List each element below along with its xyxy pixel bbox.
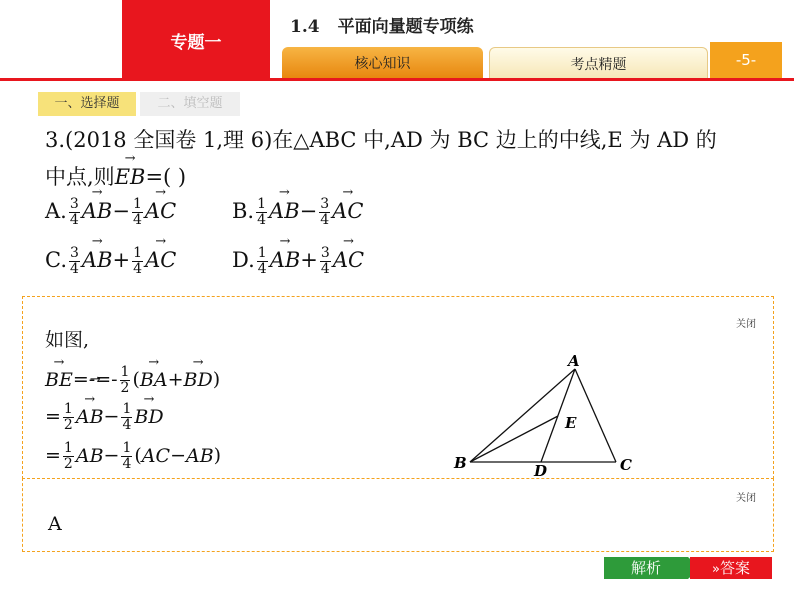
segment-ac: [575, 369, 616, 462]
fraction: [132, 246, 143, 277]
section-title-text: 平面向量题专项练: [337, 17, 474, 37]
operator: −: [299, 199, 318, 223]
fraction: [257, 246, 268, 277]
vector-ab: → AB: [76, 406, 104, 428]
operator: −: [103, 405, 120, 428]
paren: ): [212, 368, 221, 391]
answer-value: A: [48, 513, 62, 535]
fraction: [320, 246, 331, 277]
vector-bd: → BD: [134, 406, 163, 428]
option-b-label: B.: [232, 199, 255, 223]
vector-ab: → AB: [270, 248, 301, 272]
vector-eb: → EB: [115, 165, 146, 189]
vector-ac: → AC: [145, 199, 176, 223]
operator: −: [112, 199, 130, 223]
operator: +: [300, 248, 318, 272]
triangle-figure: [450, 350, 650, 478]
fraction-den: 4: [320, 261, 330, 277]
tab-exam-questions[interactable]: 考点精题: [489, 47, 708, 79]
label-d: D: [534, 462, 548, 478]
vector-bd: → BD: [183, 369, 212, 391]
label-e: E: [565, 414, 577, 432]
fraction: [132, 197, 143, 228]
fraction-den: 4: [257, 261, 267, 277]
negative: -: [111, 368, 118, 391]
question-line-1: 3.(2018 全国卷 1,理 6)在△ABC 中,AD 为 BC 边上的中线,E 为 AD 的: [45, 128, 717, 152]
equals: =: [95, 368, 112, 391]
fraction-num: 1: [122, 441, 132, 456]
fraction-num: 3: [70, 245, 79, 261]
option-c[interactable]: [45, 246, 176, 277]
fraction: [120, 365, 131, 396]
fraction-num: 1: [132, 196, 142, 212]
section-number: 1.4: [290, 17, 320, 37]
vector-ab: → AB: [76, 445, 104, 467]
operator: +: [167, 368, 184, 391]
fraction-num: 3: [320, 245, 330, 261]
fraction-num: 1: [257, 245, 267, 261]
subtab-choice[interactable]: 一、选择题: [38, 92, 136, 116]
solution-close-button[interactable]: 关闭: [736, 319, 756, 330]
tab-core-knowledge[interactable]: 核心知识: [282, 47, 483, 78]
fraction-den: 4: [122, 456, 132, 472]
vector-ac: → AC: [333, 248, 364, 272]
fraction: [319, 197, 330, 228]
vector-ab: → AB: [82, 199, 113, 223]
fraction-den: 4: [320, 212, 330, 228]
equals: =: [72, 368, 89, 391]
fraction: [69, 197, 80, 228]
operator: −: [170, 444, 186, 467]
label-a: A: [568, 352, 580, 370]
vector-ba: → BA: [140, 369, 168, 391]
option-a-label: A.: [45, 199, 67, 223]
vector-ac: → AC: [142, 445, 170, 467]
fraction-den: 4: [70, 261, 79, 277]
answer-button[interactable]: [690, 557, 772, 579]
equals: =: [45, 405, 61, 428]
label-c: C: [620, 456, 632, 474]
operator: −: [103, 444, 120, 467]
fraction-den: 4: [69, 212, 79, 228]
paren: (: [134, 444, 142, 467]
vector-ab: → AB: [82, 248, 113, 272]
question-suffix: =( ): [145, 165, 187, 189]
equals: =: [45, 444, 61, 467]
fraction-num: 1: [63, 441, 73, 456]
solution-line-1: [45, 365, 220, 396]
answer-close-button[interactable]: 关闭: [736, 493, 756, 504]
subtab-fill[interactable]: 二、填空题: [140, 92, 240, 116]
fraction-num: 1: [63, 401, 73, 417]
paren: ): [213, 444, 222, 467]
question-prefix: 中点,则: [45, 165, 115, 189]
analysis-button-label: 解析: [630, 559, 661, 577]
vector-ab: → AB: [269, 199, 300, 223]
topic-header-block: [122, 0, 270, 78]
solution-intro: 如图,: [45, 329, 90, 351]
fraction-num: 3: [69, 196, 79, 212]
fraction: [63, 441, 74, 472]
answer-panel: [22, 478, 774, 552]
solution-line-2: [45, 402, 164, 433]
fraction: [63, 402, 74, 433]
vector-ac: → AC: [145, 248, 176, 272]
analysis-button[interactable]: [604, 557, 688, 579]
vector-ac: → AC: [332, 199, 363, 223]
option-b[interactable]: [232, 197, 363, 228]
section-title: [290, 12, 474, 37]
label-b: B: [454, 454, 467, 472]
fraction: [69, 246, 80, 277]
fraction-den: 2: [120, 380, 130, 396]
fraction-num: 1: [120, 364, 130, 380]
answer-button-label: 答案: [719, 559, 750, 577]
operator: +: [112, 248, 131, 272]
option-d-label: D.: [232, 248, 255, 272]
double-chevron-icon: »: [712, 562, 720, 577]
fraction-den: 2: [63, 456, 73, 472]
paren: (: [132, 368, 140, 391]
fraction-den: 4: [133, 261, 143, 277]
fraction-den: 2: [63, 417, 73, 433]
fraction-den: 4: [132, 212, 142, 228]
fraction-num: 1: [122, 401, 132, 417]
solution-line-3: [45, 441, 221, 476]
segment-ab: [470, 369, 575, 462]
fraction: [256, 197, 267, 228]
fraction-num: 1: [133, 245, 143, 261]
page-number: -5-: [710, 42, 782, 78]
option-a[interactable]: [45, 197, 176, 228]
vector-ab: → AB: [186, 445, 214, 467]
option-c-label: C.: [45, 248, 67, 272]
fraction-den: 4: [257, 212, 267, 228]
topic-label: 专题一: [170, 33, 222, 53]
fraction: [121, 441, 132, 472]
fraction-num: 1: [257, 196, 267, 212]
fraction-den: 4: [122, 417, 132, 433]
option-d[interactable]: [232, 246, 364, 277]
fraction: [121, 402, 132, 433]
negative: -: [88, 368, 96, 391]
vector-be: → BE: [45, 369, 73, 391]
fraction-num: 3: [320, 196, 330, 212]
header-divider: [0, 78, 794, 81]
